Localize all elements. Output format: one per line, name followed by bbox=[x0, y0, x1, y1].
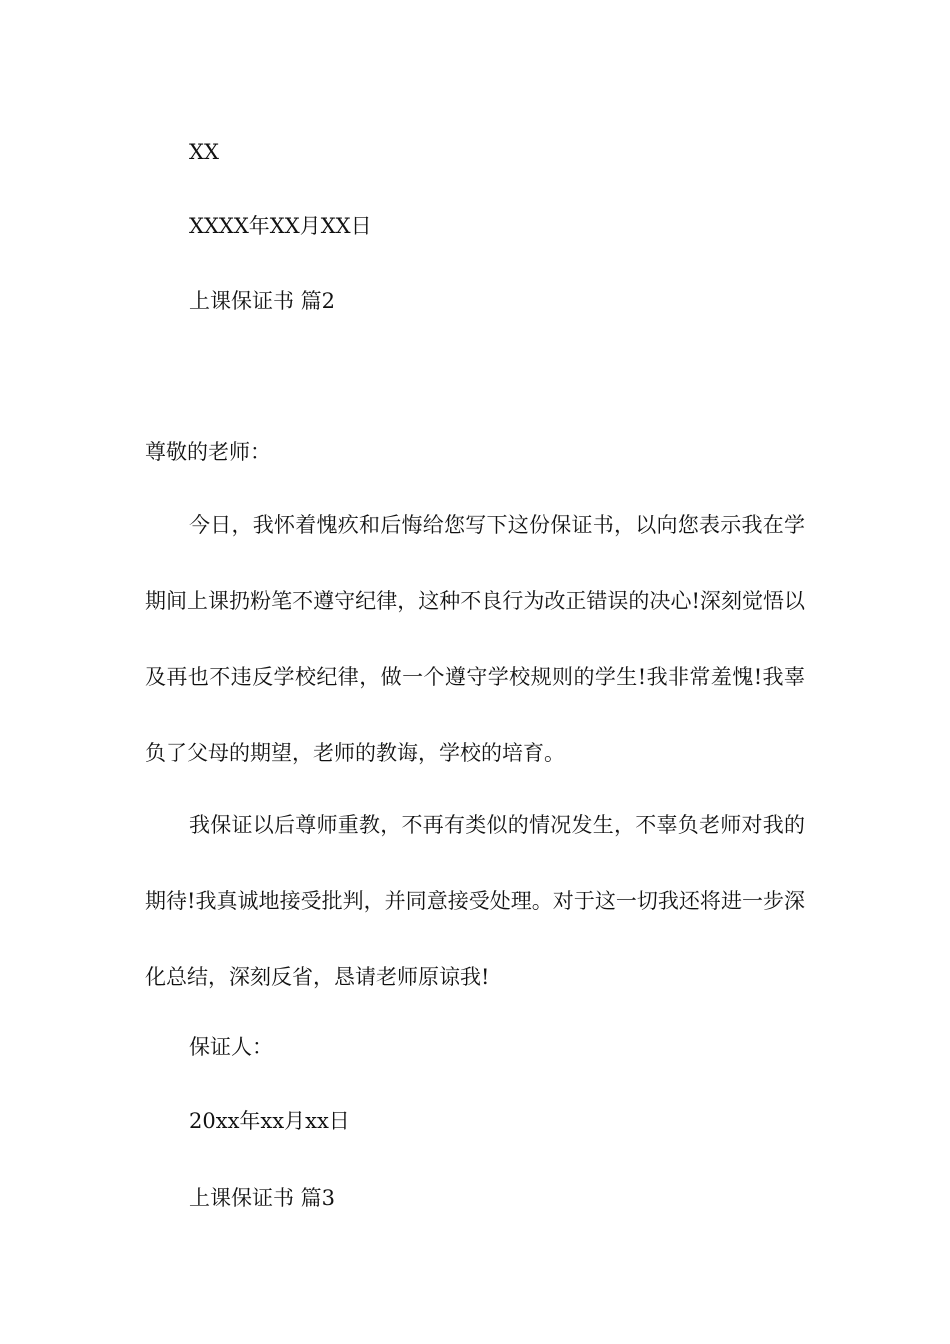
date-line-1: XXXX年XX月XX日 bbox=[189, 214, 372, 238]
section-heading-3: 上课保证书 篇3 bbox=[189, 1186, 336, 1210]
signer-label: 保证人： bbox=[189, 1035, 273, 1059]
salutation: 尊敬的老师： bbox=[145, 440, 271, 464]
date-line-2: 20xx年xx月xx日 bbox=[189, 1109, 350, 1133]
body-paragraph-2: 我保证以后尊师重教，不再有类似的情况发生，不辜负老师对我的期待!我真诚地接受批判，并同意接受处理。对于这一切我还将进一步深化总结，深刻反省，恳请老师原谅我! bbox=[145, 813, 805, 989]
section-heading-2: 上课保证书 篇2 bbox=[189, 289, 336, 313]
signer-name-1: XX bbox=[189, 140, 219, 164]
body-paragraph-1: 今日，我怀着愧疚和后悔给您写下这份保证书，以向您表示我在学期间上课扔粉笔不遵守纪律，这种不良行为改正错误的决心!深刻觉悟以及再也不违反学校纪律，做一个遵守学校规则的学生!我非常羞愧!我辜负了父母的期望，老师的教诲，学校的培育。 bbox=[145, 513, 805, 765]
